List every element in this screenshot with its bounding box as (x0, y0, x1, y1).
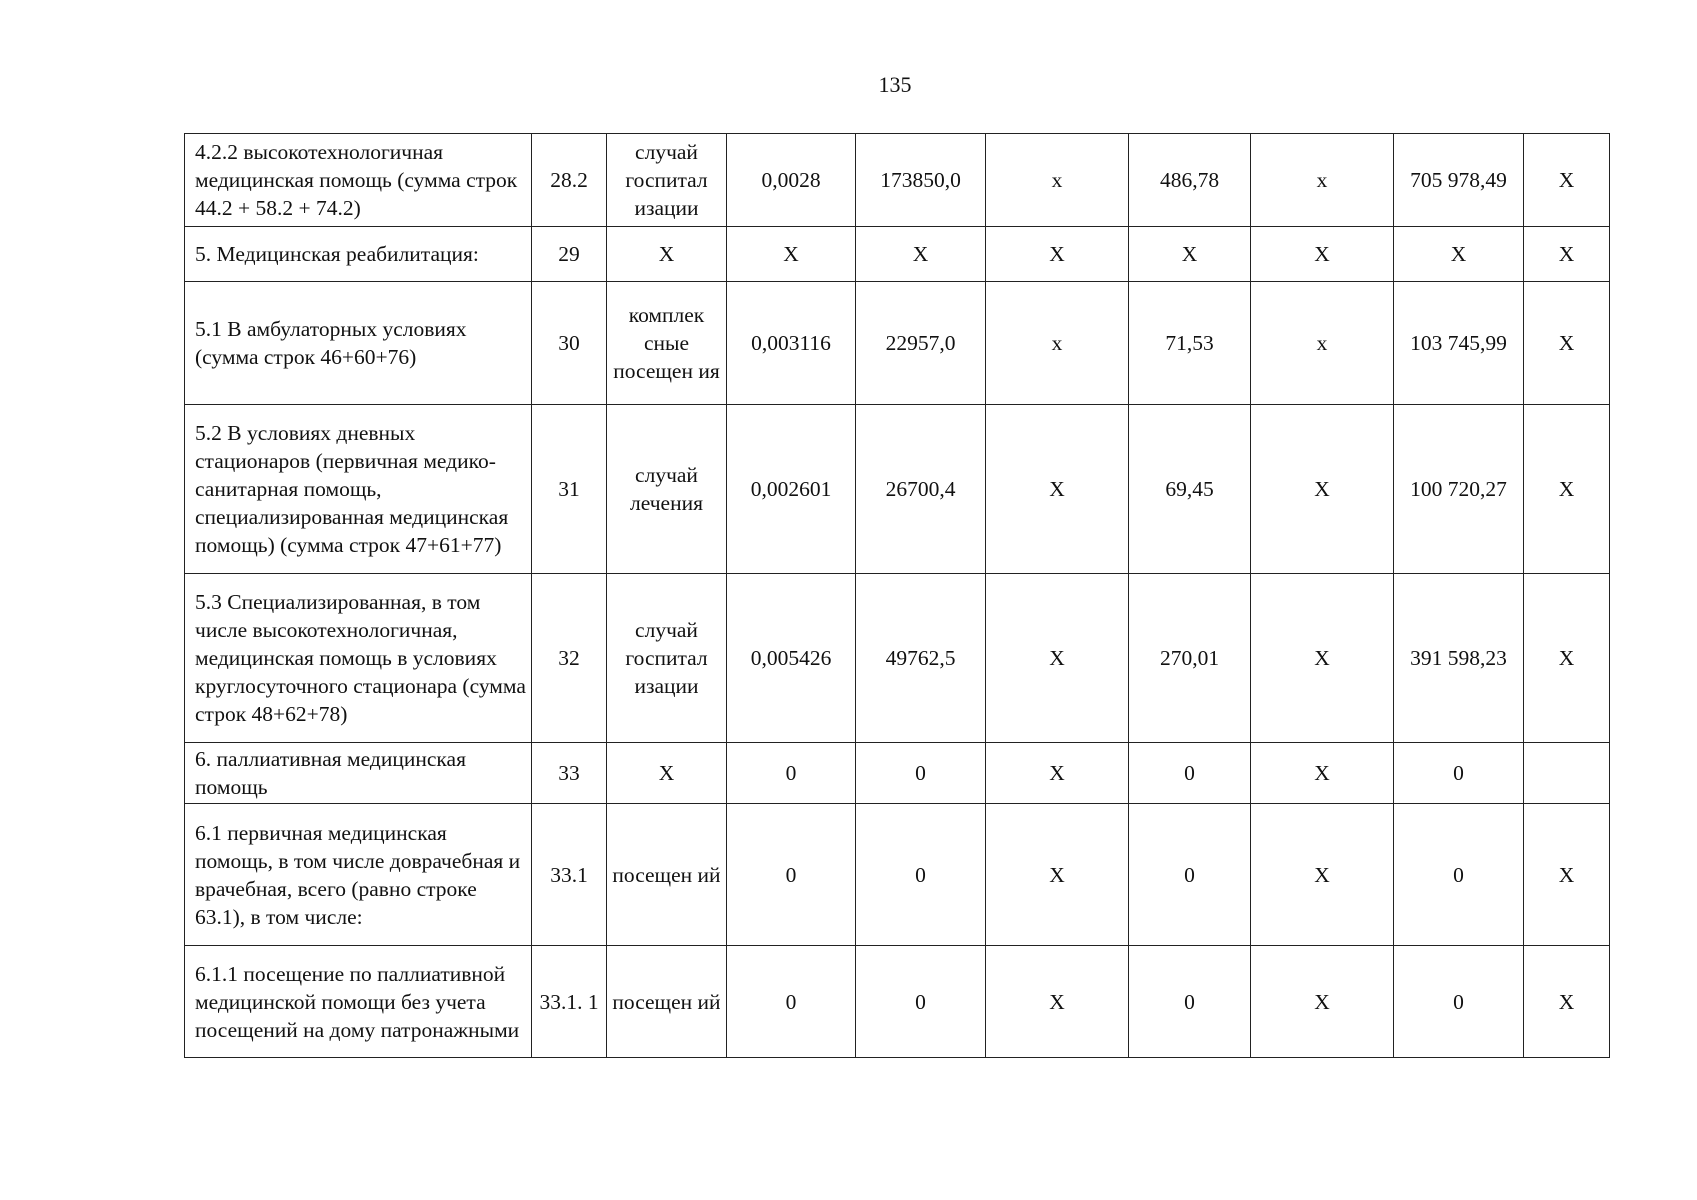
row-value-c5: Х (1251, 804, 1394, 946)
row-value-c4: 0 (1129, 946, 1251, 1058)
row-value-c3: Х (986, 574, 1129, 743)
data-table (184, 133, 1610, 1058)
row-value-c2: Х (856, 227, 986, 282)
row-value-c1: 0,0028 (727, 134, 856, 227)
row-value-c1: 0 (727, 946, 856, 1058)
row-name: 6. паллиативная медицинская помощь (185, 743, 532, 804)
row-unit: посещен ий (607, 946, 727, 1058)
row-unit: Х (607, 227, 727, 282)
row-value-c1: 0 (727, 743, 856, 804)
row-value-c4: 0 (1129, 743, 1251, 804)
table-row (185, 282, 1610, 405)
row-value-c7 (1524, 743, 1610, 804)
row-value-c5: Х (1251, 574, 1394, 743)
row-line-number: 33.1 (532, 804, 607, 946)
row-value-c6: 0 (1394, 743, 1524, 804)
row-value-c6: Х (1394, 227, 1524, 282)
row-value-c3: х (986, 282, 1129, 405)
row-name: 5. Медицинская реабилитация: (185, 227, 532, 282)
row-name: 4.2.2 высокотехнологичная медицинская помощь (сумма строк 44.2 + 58.2 + 74.2) (185, 134, 532, 227)
row-value-c7: Х (1524, 804, 1610, 946)
row-value-c2: 0 (856, 804, 986, 946)
table-row (185, 574, 1610, 743)
table-row (185, 405, 1610, 574)
row-value-c2: 26700,4 (856, 405, 986, 574)
row-value-c1: 0,003116 (727, 282, 856, 405)
table-row (185, 946, 1610, 1058)
row-value-c5: Х (1251, 946, 1394, 1058)
row-name: 5.3 Специализированная, в том числе высокотехнологичная, медицинская помощь в условиях круглосуточного стационара (сумма строк 48+62+78) (185, 574, 532, 743)
row-value-c1: Х (727, 227, 856, 282)
row-value-c7: Х (1524, 946, 1610, 1058)
row-value-c7: Х (1524, 574, 1610, 743)
row-unit: случай лечения (607, 405, 727, 574)
row-value-c3: Х (986, 804, 1129, 946)
row-value-c4: 71,53 (1129, 282, 1251, 405)
row-value-c6: 705 978,49 (1394, 134, 1524, 227)
row-line-number: 29 (532, 227, 607, 282)
row-name: 6.1.1 посещение по паллиативной медицинской помощи без учета посещений на дому патронажными (185, 946, 532, 1058)
row-name: 5.2 В условиях дневных стационаров (первичная медико-санитарная помощь, специализированная медицинская помощь) (сумма строк 47+61+77) (185, 405, 532, 574)
row-value-c1: 0,005426 (727, 574, 856, 743)
row-value-c4: 69,45 (1129, 405, 1251, 574)
table-row (185, 804, 1610, 946)
row-value-c2: 0 (856, 946, 986, 1058)
row-value-c3: х (986, 134, 1129, 227)
row-unit: случай госпитал изации (607, 134, 727, 227)
row-value-c1: 0 (727, 804, 856, 946)
row-value-c5: Х (1251, 227, 1394, 282)
row-value-c2: 173850,0 (856, 134, 986, 227)
row-value-c3: Х (986, 227, 1129, 282)
row-unit: Х (607, 743, 727, 804)
row-value-c6: 391 598,23 (1394, 574, 1524, 743)
table-row (185, 743, 1610, 804)
row-value-c6: 0 (1394, 804, 1524, 946)
table-row (185, 134, 1610, 227)
row-value-c5: Х (1251, 743, 1394, 804)
row-line-number: 33.1. 1 (532, 946, 607, 1058)
row-value-c4: 0 (1129, 804, 1251, 946)
row-unit: посещен ий (607, 804, 727, 946)
row-line-number: 30 (532, 282, 607, 405)
row-value-c3: Х (986, 946, 1129, 1058)
row-value-c7: Х (1524, 282, 1610, 405)
row-name: 5.1 В амбулаторных условиях (сумма строк 46+60+76) (185, 282, 532, 405)
row-line-number: 31 (532, 405, 607, 574)
row-value-c4: 486,78 (1129, 134, 1251, 227)
row-value-c5: х (1251, 282, 1394, 405)
row-value-c2: 0 (856, 743, 986, 804)
row-unit: комплек сные посещен ия (607, 282, 727, 405)
row-value-c5: х (1251, 134, 1394, 227)
page-number: 135 (878, 72, 912, 97)
row-value-c7: Х (1524, 405, 1610, 574)
row-value-c2: 22957,0 (856, 282, 986, 405)
row-value-c7: Х (1524, 134, 1610, 227)
table-row (185, 227, 1610, 282)
row-value-c6: 0 (1394, 946, 1524, 1058)
row-value-c5: Х (1251, 405, 1394, 574)
row-unit: случай госпитал изации (607, 574, 727, 743)
row-value-c3: Х (986, 743, 1129, 804)
row-value-c1: 0,002601 (727, 405, 856, 574)
row-value-c7: Х (1524, 227, 1610, 282)
row-value-c6: 103 745,99 (1394, 282, 1524, 405)
row-value-c3: Х (986, 405, 1129, 574)
row-name: 6.1 первичная медицинская помощь, в том числе доврачебная и врачебная, всего (равно строке 63.1), в том числе: (185, 804, 532, 946)
row-value-c4: Х (1129, 227, 1251, 282)
row-value-c4: 270,01 (1129, 574, 1251, 743)
row-line-number: 33 (532, 743, 607, 804)
row-line-number: 28.2 (532, 134, 607, 227)
row-line-number: 32 (532, 574, 607, 743)
row-value-c6: 100 720,27 (1394, 405, 1524, 574)
row-value-c2: 49762,5 (856, 574, 986, 743)
